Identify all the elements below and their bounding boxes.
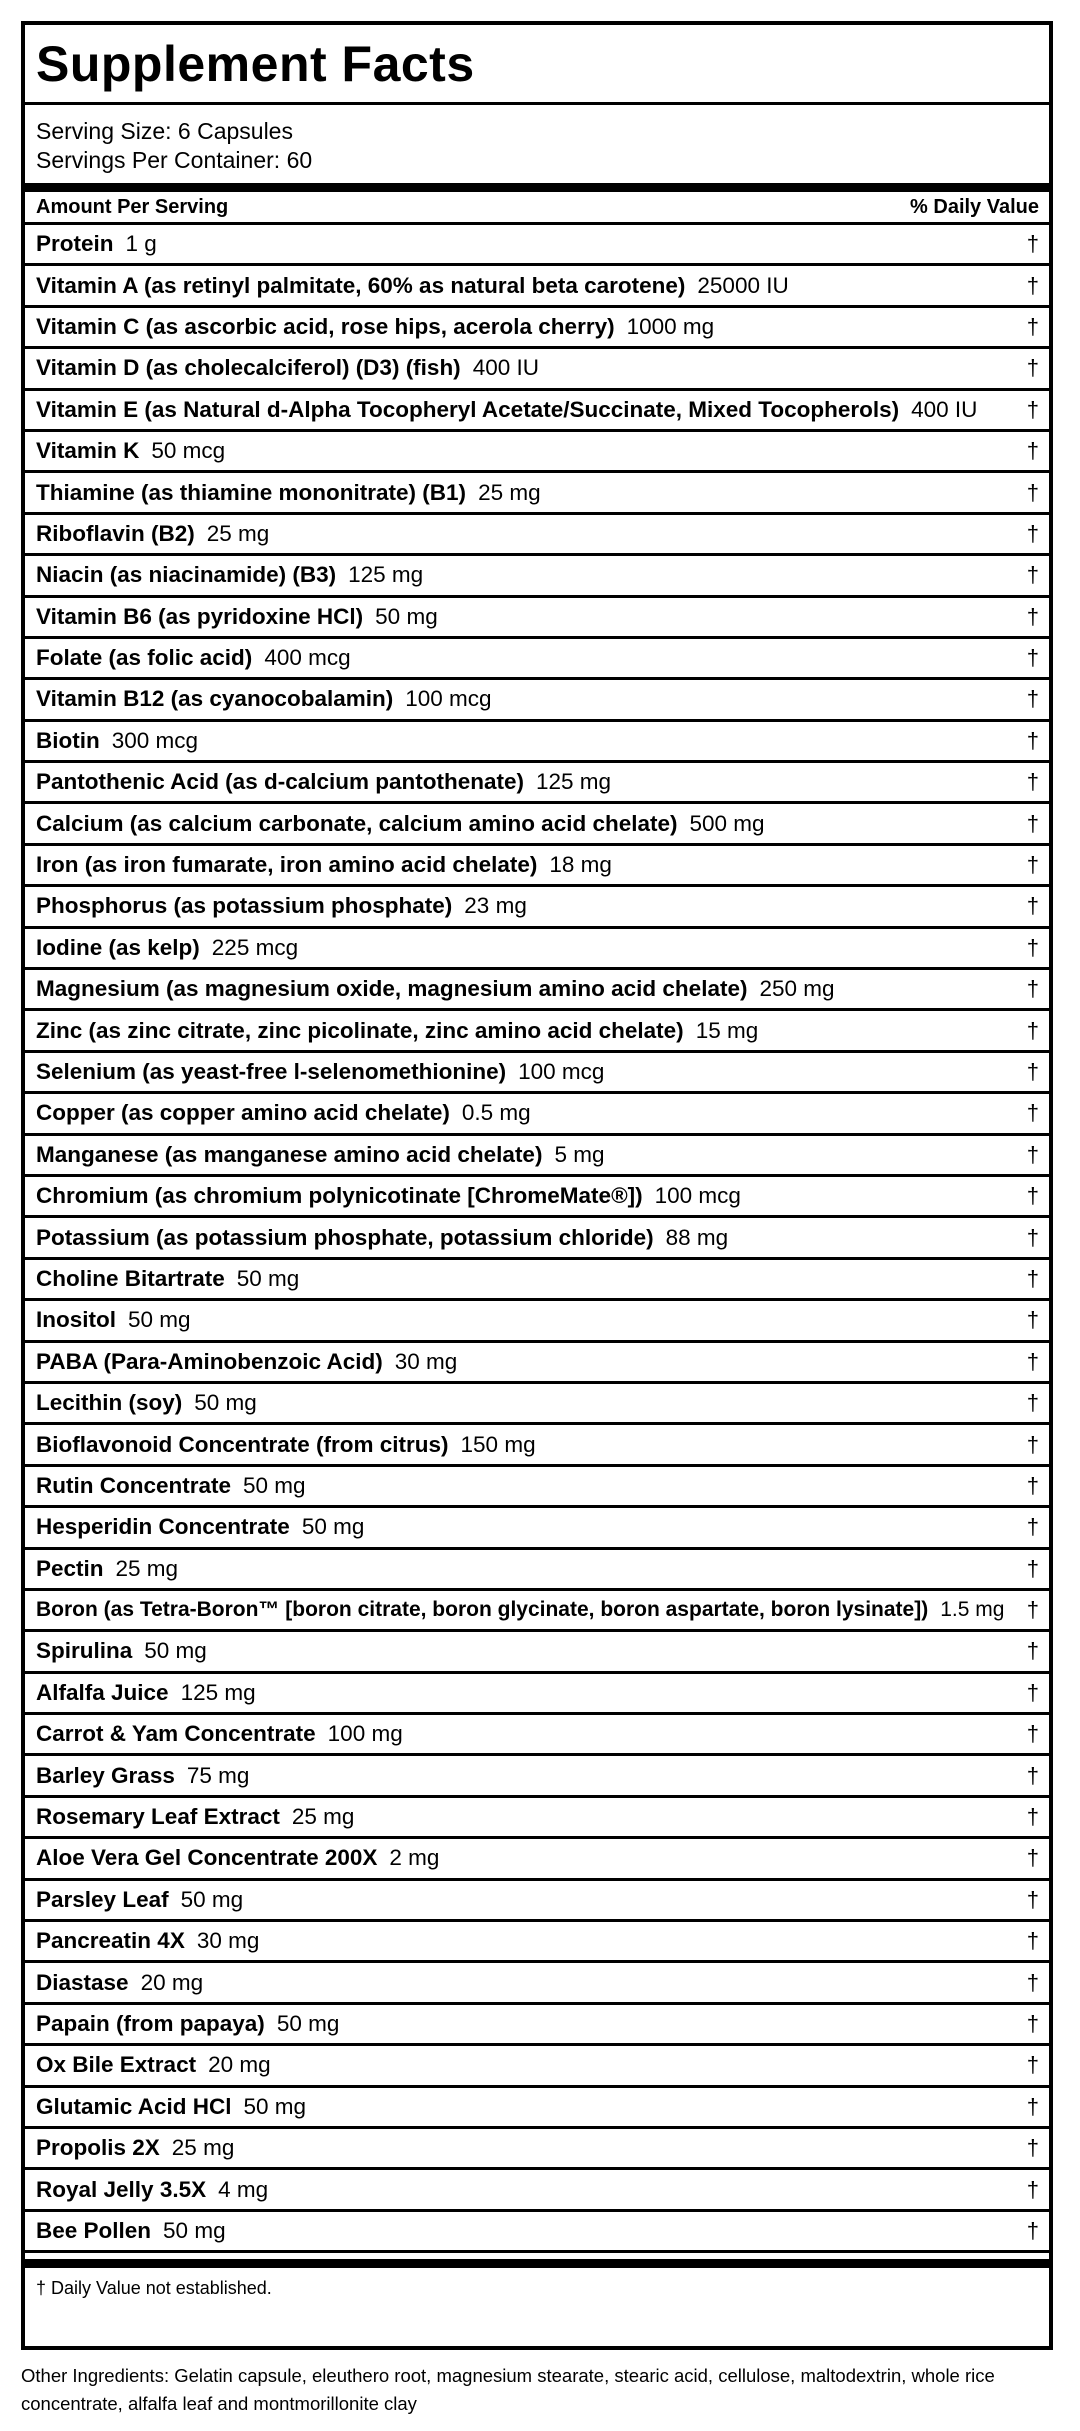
nutrient-row (25, 1756, 1049, 1797)
nutrient-name: Pantothenic Acid (as d-calcium pantothenate) (36, 769, 524, 795)
nutrient-row (25, 2170, 1049, 2211)
nutrient-name: Spirulina (36, 1638, 133, 1664)
nutrient-amount: 50 mg (180, 1886, 244, 1912)
nutrient-name: Vitamin E (as Natural d-Alpha Tocopheryl Acetate/Succinate, Mixed Tocopherols) (36, 396, 900, 422)
daily-value-dagger: † (1026, 1307, 1039, 1333)
thick-divider-bottom (25, 2259, 1049, 2268)
nutrient-name: Calcium (as calcium carbonate, calcium amino acid chelate) (36, 810, 678, 836)
nutrient-row (25, 2088, 1049, 2129)
nutrient-amount: 150 mg (460, 1431, 536, 1457)
daily-value-dagger: † (1026, 1969, 1039, 1995)
daily-value-dagger: † (1026, 272, 1039, 298)
nutrient-amount: 100 mcg (654, 1183, 741, 1209)
nutrient-name: Protein (36, 231, 114, 257)
nutrient-name: Propolis 2X (36, 2135, 160, 2161)
title-row (25, 25, 1049, 105)
nutrient-amount: 50 mg (276, 2010, 340, 2036)
nutrient-row (25, 1963, 1049, 2004)
nutrient-amount: 50 mg (194, 1390, 257, 1416)
daily-value-dagger: † (1026, 1514, 1039, 1540)
nutrient-name: Vitamin B6 (as pyridoxine HCl) (36, 603, 364, 629)
daily-value-dagger: † (1026, 1265, 1039, 1291)
nutrient-row (25, 2212, 1049, 2253)
nutrient-amount: 30 mg (196, 1928, 260, 1954)
nutrient-amount: 50 mg (163, 2217, 226, 2243)
nutrient-amount: 50 mg (243, 2093, 306, 2119)
nutrient-amount: 25 mg (478, 479, 541, 505)
nutrient-row (25, 432, 1049, 473)
nutrient-row (25, 1674, 1049, 1715)
nutrient-amount: 125 mg (180, 1679, 256, 1705)
daily-value-dagger: † (1026, 2010, 1039, 2036)
nutrient-row (25, 598, 1049, 639)
daily-value-dagger: † (1026, 852, 1039, 878)
nutrient-amount: 20 mg (208, 2052, 271, 2078)
nutrient-name: Alfalfa Juice (36, 1679, 169, 1705)
nutrient-amount: 50 mg (236, 1265, 300, 1291)
nutrient-row (25, 2005, 1049, 2046)
nutrient-row (25, 1260, 1049, 1301)
daily-value-dagger: † (1026, 231, 1039, 257)
nutrient-amount: 25 mg (206, 520, 270, 546)
nutrient-row (25, 556, 1049, 597)
daily-value-dagger: † (1026, 1762, 1039, 1788)
nutrient-name: Choline Bitartrate (36, 1265, 225, 1291)
daily-value-dagger: † (1026, 769, 1039, 795)
nutrient-name: Pectin (36, 1555, 104, 1581)
daily-value-dagger: † (1026, 810, 1039, 836)
nutrient-name: Vitamin D (as cholecalciferol) (D3) (fish) (36, 355, 461, 381)
nutrient-amount: 100 mg (327, 1721, 403, 1747)
nutrient-amount: 15 mg (695, 1017, 759, 1043)
daily-value-dagger: † (1026, 2093, 1039, 2119)
nutrient-name: Carrot & Yam Concentrate (36, 1721, 316, 1747)
daily-value-dagger: † (1026, 2052, 1039, 2078)
nutrient-name: Papain (from papaya) (36, 2010, 265, 2036)
nutrient-row (25, 1839, 1049, 1880)
nutrient-name: Ox Bile Extract (36, 2052, 197, 2078)
nutrient-amount: 250 mg (759, 976, 835, 1002)
daily-value-dagger: † (1026, 1141, 1039, 1167)
nutrient-name: Bee Pollen (36, 2217, 152, 2243)
nutrient-name: Magnesium (as magnesium oxide, magnesium amino acid chelate) (36, 976, 748, 1002)
daily-value-dagger: † (1026, 355, 1039, 381)
daily-value-dagger: † (1026, 893, 1039, 919)
nutrient-row (25, 391, 1049, 432)
nutrient-row (25, 887, 1049, 928)
daily-value-dagger: † (1026, 645, 1039, 671)
nutrient-amount: 50 mg (301, 1514, 365, 1540)
nutrient-amount: 5 mg (554, 1141, 605, 1167)
nutrient-row (25, 1218, 1049, 1259)
nutrient-amount: 50 mg (243, 1472, 306, 1498)
nutrient-row (25, 722, 1049, 763)
nutrient-row (25, 639, 1049, 680)
nutrient-name: Iron (as iron fumarate, iron amino acid chelate) (36, 852, 538, 878)
nutrient-row (25, 1508, 1049, 1549)
nutrient-row (25, 2046, 1049, 2087)
daily-value-dagger: † (1026, 313, 1039, 339)
nutrient-name: Vitamin B12 (as cyanocobalamin) (36, 686, 394, 712)
nutrient-amount: 400 mcg (264, 645, 351, 671)
nutrient-name: Potassium (as potassium phosphate, potassium chloride) (36, 1224, 654, 1250)
daily-value-dagger: † (1026, 1017, 1039, 1043)
nutrient-name: Vitamin C (as ascorbic acid, rose hips, acerola cherry) (36, 313, 615, 339)
nutrient-amount: 225 mcg (211, 934, 299, 960)
nutrient-amount: 25 mg (115, 1555, 179, 1581)
footnote: † Daily Value not established. (36, 2278, 272, 2299)
nutrient-name: Rosemary Leaf Extract (36, 1804, 280, 1830)
nutrient-name: Manganese (as manganese amino acid chelate) (36, 1141, 543, 1167)
nutrient-name: Vitamin K (36, 438, 140, 464)
daily-value-dagger: † (1026, 976, 1039, 1002)
nutrient-name: Folate (as folic acid) (36, 645, 253, 671)
nutrient-row (25, 1136, 1049, 1177)
nutrient-name: PABA (Para-Aminobenzoic Acid) (36, 1348, 383, 1374)
nutrient-name: Bioflavonoid Concentrate (from citrus) (36, 1431, 449, 1457)
daily-value-dagger: † (1026, 1928, 1039, 1954)
daily-value-dagger: † (1026, 1638, 1039, 1664)
nutrient-name: Thiamine (as thiamine mononitrate) (B1) (36, 479, 467, 505)
nutrient-row (25, 1011, 1049, 1052)
nutrient-row (25, 349, 1049, 390)
daily-value-dagger: † (1026, 1183, 1039, 1209)
nutrient-row (25, 266, 1049, 307)
nutrient-name: Glutamic Acid HCl (36, 2093, 232, 2119)
nutrient-row (25, 1591, 1049, 1632)
nutrient-name: Aloe Vera Gel Concentrate 200X (36, 1845, 378, 1871)
nutrient-name: Inositol (36, 1307, 116, 1333)
nutrient-amount: 30 mg (394, 1348, 458, 1374)
nutrient-name: Rutin Concentrate (36, 1472, 232, 1498)
nutrient-amount: 88 mg (665, 1224, 729, 1250)
nutrient-row (25, 1550, 1049, 1591)
daily-value-dagger: † (1026, 479, 1039, 505)
nutrient-row (25, 1301, 1049, 1342)
daily-value-dagger: † (1026, 1431, 1039, 1457)
daily-value-dagger: † (1026, 1597, 1039, 1623)
nutrient-amount: 100 mcg (518, 1059, 605, 1084)
nutrient-amount: 75 mg (186, 1762, 250, 1788)
nutrient-name: Riboflavin (B2) (36, 520, 195, 546)
nutrient-row (25, 1094, 1049, 1135)
nutrient-name: Parsley Leaf (36, 1886, 169, 1912)
nutrient-name: Pancreatin 4X (36, 1928, 185, 1954)
nutrient-amount: 500 mg (689, 810, 765, 836)
daily-value-dagger: † (1026, 1472, 1039, 1498)
nutrient-row (25, 763, 1049, 804)
nutrient-amount: 18 mg (549, 852, 612, 878)
nutrient-amount: 25 mg (291, 1804, 355, 1830)
daily-value-dagger: † (1026, 2176, 1039, 2202)
supplement-facts-panel (21, 21, 1053, 2350)
nutrient-row (25, 515, 1049, 556)
daily-value-dagger: † (1026, 438, 1039, 464)
nutrient-name: Hesperidin Concentrate (36, 1514, 290, 1540)
nutrient-name: Niacin (as niacinamide) (B3) (36, 562, 337, 588)
thick-divider (25, 183, 1049, 192)
nutrient-name: Copper (as copper amino acid chelate) (36, 1100, 450, 1126)
nutrient-amount: 300 mcg (111, 727, 199, 753)
daily-value-dagger: † (1026, 562, 1039, 588)
nutrient-row (25, 1881, 1049, 1922)
servings-per-container: Servings Per Container: 60 (36, 147, 313, 173)
nutrient-row (25, 1053, 1049, 1094)
nutrient-amount: 1 g (125, 231, 157, 257)
daily-value-dagger: † (1026, 1390, 1039, 1416)
nutrient-name: Boron (as Tetra-Boron™ [boron citrate, boron glycinate, boron aspartate, boron lysinate]) (36, 1598, 929, 1622)
daily-value-dagger: † (1026, 727, 1039, 753)
nutrient-amount: 1.5 mg (940, 1598, 1005, 1622)
nutrient-name: Royal Jelly 3.5X (36, 2176, 207, 2202)
nutrient-amount: 50 mcg (151, 438, 226, 464)
nutrient-amount: 50 mg (128, 1307, 191, 1333)
daily-value-dagger: † (1026, 1721, 1039, 1747)
daily-value-header: % Daily Value (910, 195, 1039, 218)
nutrient-row (25, 1384, 1049, 1425)
nutrient-row (25, 473, 1049, 514)
nutrient-row (25, 1467, 1049, 1508)
nutrient-amount: 1000 mg (626, 313, 715, 339)
nutrient-amount: 0.5 mg (461, 1100, 531, 1126)
daily-value-dagger: † (1026, 1059, 1039, 1084)
nutrient-row (25, 929, 1049, 970)
daily-value-dagger: † (1026, 1224, 1039, 1250)
nutrient-list (25, 225, 1049, 2253)
panel-title: Supplement Facts (36, 35, 475, 92)
nutrient-name: Barley Grass (36, 1762, 175, 1788)
daily-value-dagger: † (1026, 1845, 1039, 1871)
nutrient-amount: 2 mg (389, 1845, 440, 1871)
nutrient-amount: 100 mcg (405, 686, 492, 712)
daily-value-dagger: † (1026, 396, 1039, 422)
amount-per-serving-header: Amount Per Serving (36, 195, 229, 218)
daily-value-dagger: † (1026, 603, 1039, 629)
nutrient-amount: 50 mg (144, 1638, 207, 1664)
nutrient-row (25, 2129, 1049, 2170)
nutrient-row (25, 1177, 1049, 1218)
nutrient-row (25, 1425, 1049, 1466)
nutrient-row (25, 1798, 1049, 1839)
nutrient-row (25, 804, 1049, 845)
daily-value-dagger: † (1026, 934, 1039, 960)
daily-value-dagger: † (1026, 1804, 1039, 1830)
nutrient-amount: 400 IU (472, 355, 539, 381)
nutrient-row (25, 225, 1049, 266)
daily-value-dagger: † (1026, 1555, 1039, 1581)
nutrient-row (25, 308, 1049, 349)
nutrient-amount: 4 mg (218, 2176, 269, 2202)
nutrient-amount: 25 mg (171, 2135, 235, 2161)
nutrient-amount: 23 mg (464, 893, 527, 919)
nutrient-name: Lecithin (soy) (36, 1390, 183, 1416)
daily-value-dagger: † (1026, 1348, 1039, 1374)
serving-size: Serving Size: 6 Capsules (36, 118, 293, 144)
nutrient-row (25, 846, 1049, 887)
nutrient-name: Selenium (as yeast-free l-selenomethionine) (36, 1059, 507, 1084)
nutrient-name: Diastase (36, 1969, 129, 1995)
nutrient-amount: 125 mg (535, 769, 612, 795)
daily-value-dagger: † (1026, 2135, 1039, 2161)
nutrient-row (25, 1922, 1049, 1963)
column-header-row (25, 192, 1049, 225)
nutrient-row (25, 1632, 1049, 1673)
serving-info (25, 105, 1049, 183)
nutrient-name: Biotin (36, 727, 100, 753)
daily-value-dagger: † (1026, 1100, 1039, 1126)
nutrient-amount: 25000 IU (697, 272, 789, 298)
daily-value-dagger: † (1026, 686, 1039, 712)
daily-value-dagger: † (1026, 520, 1039, 546)
nutrient-amount: 125 mg (348, 562, 424, 588)
nutrient-name: Chromium (as chromium polynicotinate [ChromeMate®]) (36, 1183, 643, 1209)
daily-value-dagger: † (1026, 1886, 1039, 1912)
nutrient-row (25, 680, 1049, 721)
nutrient-amount: 50 mg (375, 603, 438, 629)
nutrient-amount: 20 mg (140, 1969, 204, 1995)
nutrient-row (25, 1715, 1049, 1756)
nutrient-amount: 400 IU (911, 396, 978, 422)
nutrient-name: Vitamin A (as retinyl palmitate, 60% as natural beta carotene) (36, 272, 686, 298)
nutrient-name: Zinc (as zinc citrate, zinc picolinate, zinc amino acid chelate) (36, 1017, 684, 1043)
nutrient-row (25, 1343, 1049, 1384)
daily-value-dagger: † (1026, 1679, 1039, 1705)
daily-value-dagger: † (1026, 2217, 1039, 2243)
nutrient-name: Iodine (as kelp) (36, 934, 200, 960)
nutrient-row (25, 970, 1049, 1011)
nutrient-name: Phosphorus (as potassium phosphate) (36, 893, 453, 919)
other-ingredients: Other Ingredients: Gelatin capsule, eleuthero root, magnesium stearate, stearic acid, cellulose, maltodextrin, whole rice concentrate, alfalfa leaf and montmorillonite clay (21, 2365, 995, 2414)
